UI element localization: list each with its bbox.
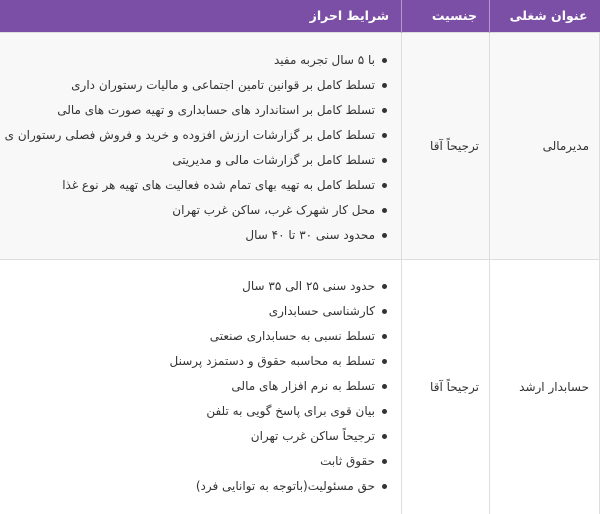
header-job-title: عنوان شغلی	[490, 0, 600, 32]
requirement-item: تسلط کامل بر گزارشات ارزش افزوده و خرید و فروش فصلی رستوران ی	[6, 123, 387, 148]
requirements-cell	[0, 32, 402, 259]
requirements-list	[0, 43, 401, 248]
requirement-item: حدود سنی ۲۵ الی ۳۵ سال	[6, 274, 387, 299]
requirement-item: محل کار شهرک غرب، ساکن غرب تهران	[6, 198, 387, 223]
requirement-item: تسلط کامل به تهیه بهای تمام شده فعالیت های تهیه هر نوع غذا	[6, 173, 387, 198]
table-row	[0, 259, 600, 514]
requirement-item: محدود سنی ۳۰ تا ۴۰ سال	[6, 223, 387, 248]
requirement-item: تسلط کامل بر قوانین تامین اجتماعی و مالیات رستوران داری	[6, 73, 387, 98]
header-requirements: شرایط احراز	[0, 0, 402, 32]
requirement-item: ترجیحاً ساکن غرب تهران	[6, 424, 387, 449]
requirements-list	[0, 274, 401, 499]
gender-cell: ترجیحاً آقا	[402, 259, 490, 514]
header-gender: جنسیت	[402, 0, 490, 32]
requirement-item: تسلط به نرم افزار های مالی	[6, 374, 387, 399]
requirements-cell	[0, 259, 402, 514]
table-header-row	[0, 0, 600, 32]
job-title-cell: حسابدار ارشد	[490, 259, 600, 514]
table-row	[0, 32, 600, 259]
requirement-item: تسلط کامل بر گزارشات مالی و مدیریتی	[6, 148, 387, 173]
requirement-item: حقوق ثابت	[6, 449, 387, 474]
requirement-item: تسلط نسبی به حسابداری صنعتی	[6, 324, 387, 349]
requirement-item: تسلط کامل بر استاندارد های حسابداری و تهیه صورت های مالی	[6, 98, 387, 123]
gender-cell: ترجیحاً آقا	[402, 32, 490, 259]
requirement-item: تسلط به محاسبه حقوق و دستمزد پرسنل	[6, 349, 387, 374]
requirement-item: کارشناسی حسابداری	[6, 299, 387, 324]
requirement-item: بیان قوی برای پاسخ گویی به تلفن	[6, 399, 387, 424]
job-title-cell: مدیرمالی	[490, 32, 600, 259]
requirement-item: حق مسئولیت(باتوجه به توانایی فرد)	[6, 474, 387, 499]
requirement-item: با ۵ سال تجربه مفید	[6, 48, 387, 73]
